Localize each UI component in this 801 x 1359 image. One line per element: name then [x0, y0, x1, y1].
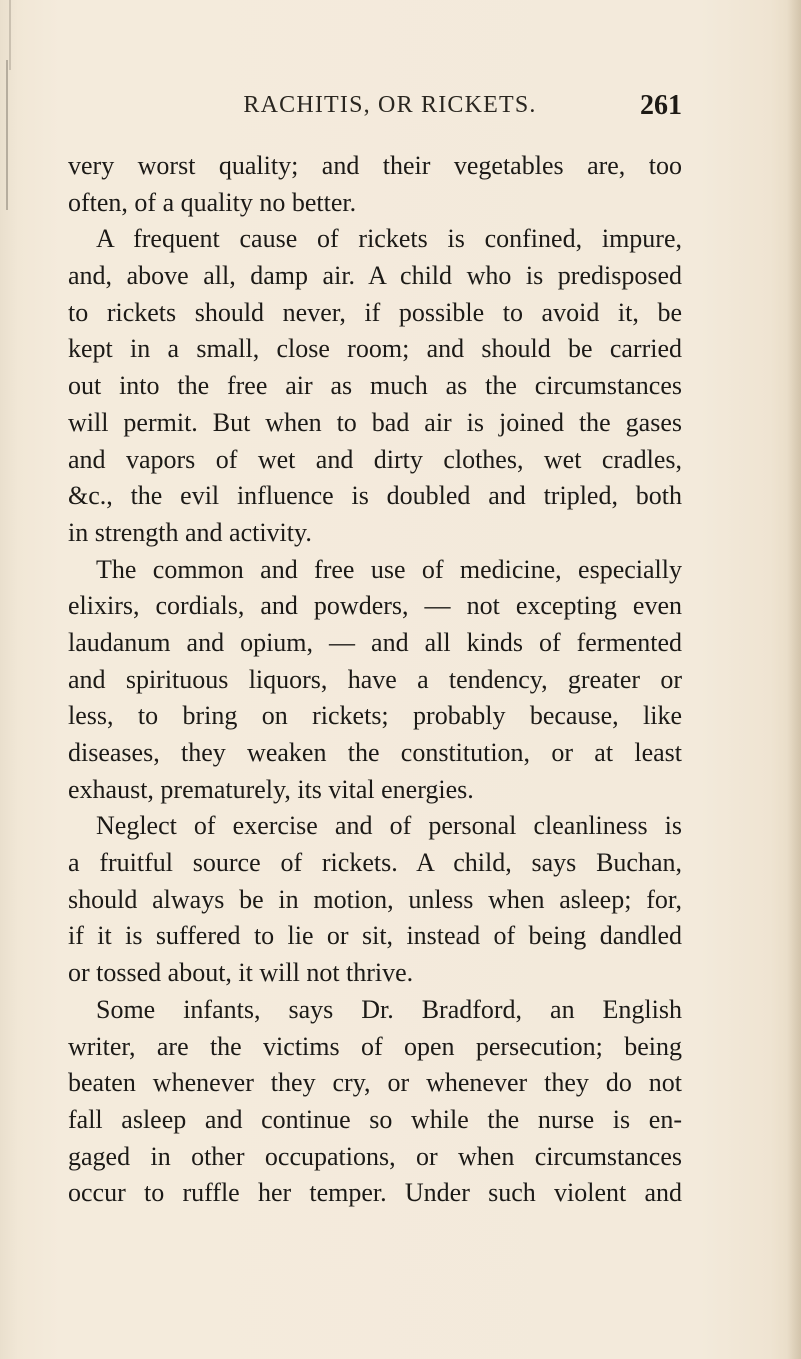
text-line: will permit. But when to bad air is joined the gases: [68, 407, 682, 437]
text-line: kept in a small, close room; and should be carried: [68, 334, 682, 364]
text-line: should always be in motion, unless when asleep; for,: [68, 884, 682, 914]
page-edge-shadow: [787, 0, 801, 1359]
text-line: and vapors of wet and dirty clothes, wet cradles,: [68, 444, 682, 474]
text-line: less, to bring on rickets; probably because, like: [68, 701, 682, 731]
text-line: Neglect of exercise and of personal cleanliness is: [96, 811, 682, 841]
text-line: &c., the evil influence is doubled and tripled, both: [68, 481, 682, 511]
text-line: out into the free air as much as the circumstances: [68, 371, 682, 401]
text-line: occur to ruffle her temper. Under such violent and: [68, 1178, 682, 1208]
body-text: [68, 148, 682, 1212]
text-line: and, above all, damp air. A child who is predisposed: [68, 261, 682, 291]
text-line: A frequent cause of rickets is confined, impure,: [96, 224, 682, 254]
text-line: gaged in other occupations, or when circumstances: [68, 1141, 682, 1171]
text-line: very worst quality; and their vegetables are, too: [68, 151, 682, 180]
text-line: or tossed about, it will not thrive.: [68, 958, 414, 988]
binding-edge: [6, 60, 8, 210]
text-line: diseases, they weaken the constitution, or at least: [68, 738, 682, 767]
text-line: Some infants, says Dr. Bradford, an English: [96, 994, 682, 1024]
text-line: laudanum and opium, — and all kinds of fermented: [68, 627, 682, 657]
text-line: writer, are the victims of open persecution; being: [68, 1031, 682, 1061]
text-line: exhaust, prematurely, its vital energies.: [68, 774, 474, 804]
text-line: often, of a quality no better.: [68, 187, 357, 217]
text-line: to rickets should never, if possible to avoid it, be: [68, 297, 682, 327]
text-line: a fruitful source of rickets. A child, says Buchan,: [68, 848, 682, 878]
text-line: beaten whenever they cry, or whenever they do not: [68, 1068, 682, 1098]
text-line: and spirituous liquors, have a tendency, greater or: [68, 664, 682, 694]
text-line: in strength and activity.: [68, 517, 312, 547]
running-title: RACHITIS, OR RICKETS.: [243, 92, 537, 118]
text-line: elixirs, cordials, and powders, — not excepting even: [68, 591, 682, 621]
text-line: if it is suffered to lie or sit, instead of being dandled: [68, 921, 682, 951]
binding-shadow: [9, 0, 11, 70]
text-line: The common and free use of medicine, especially: [96, 554, 682, 584]
page-number: 261: [640, 90, 682, 121]
running-head: [60, 92, 682, 132]
text-line: fall asleep and continue so while the nurse is en-: [68, 1104, 682, 1134]
